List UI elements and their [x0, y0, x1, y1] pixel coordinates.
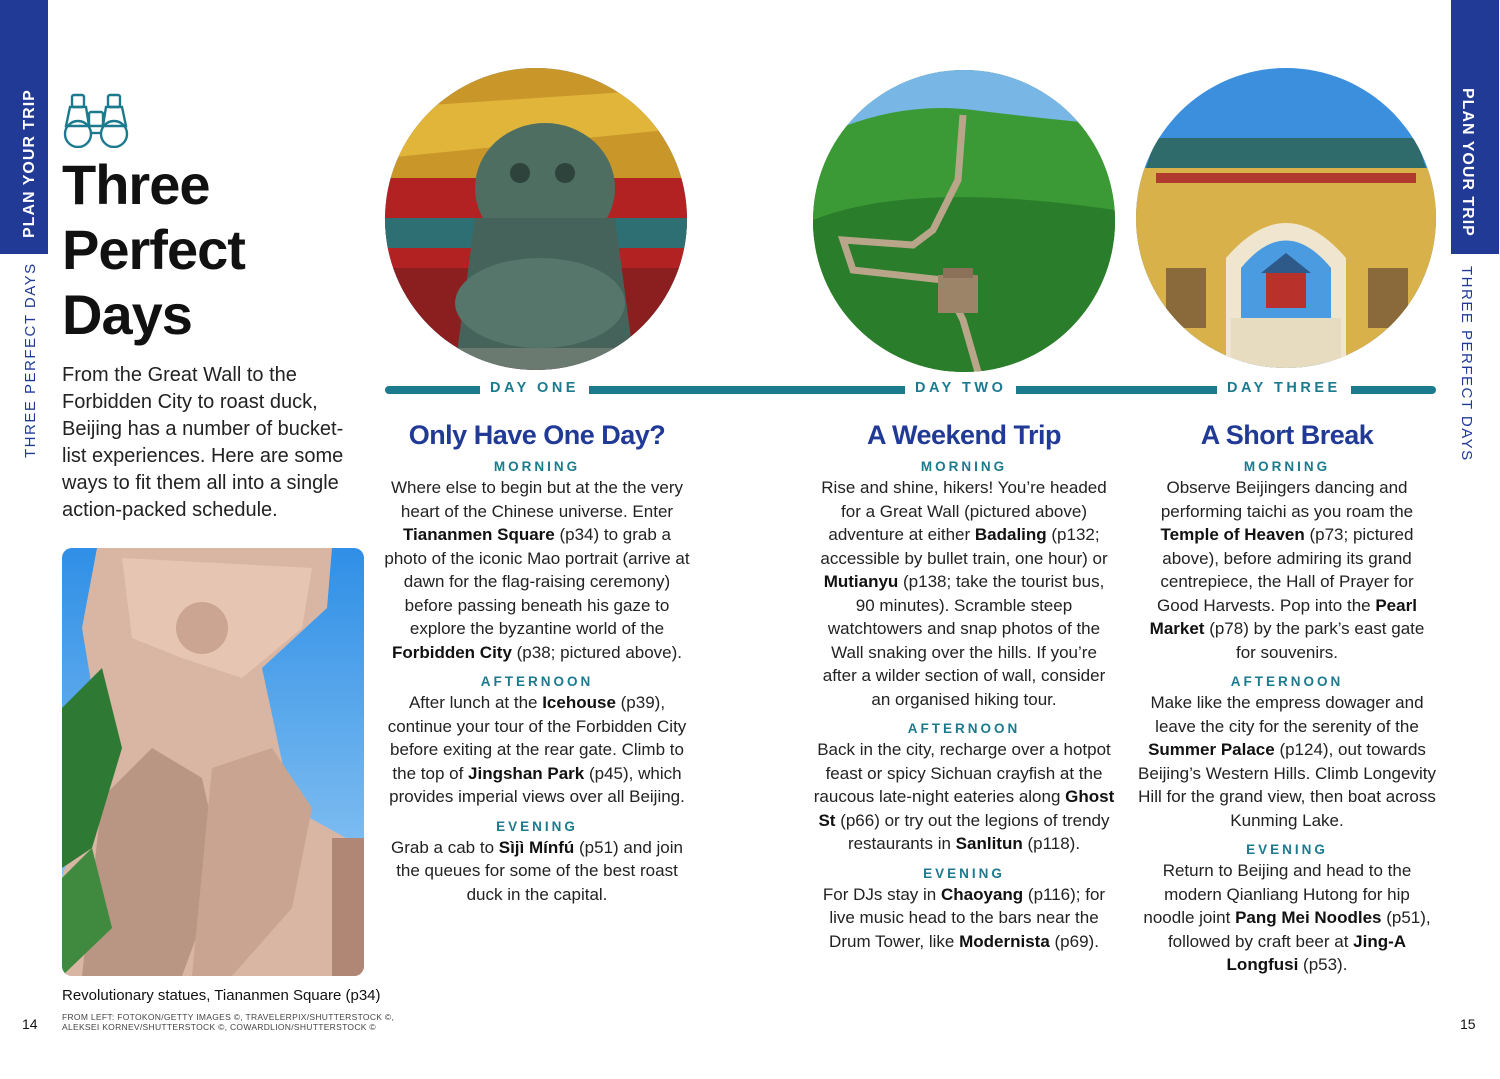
day-two-morning-heading: MORNING — [920, 459, 1008, 474]
statue-photo — [62, 548, 364, 976]
page-number-right: 15 — [1460, 1016, 1476, 1032]
day-one-morning-heading: MORNING — [493, 459, 581, 474]
place-name: Jingshan Park — [468, 763, 585, 783]
place-name: Icehouse — [542, 693, 616, 712]
day-two-column — [812, 420, 1116, 963]
forbidden-city-lion-photo — [385, 68, 687, 370]
place-name: Chaoyang — [941, 884, 1024, 904]
great-wall-photo — [813, 70, 1115, 372]
place-name: Modernista — [959, 931, 1050, 951]
day-one-title: Only Have One Day? — [408, 420, 666, 450]
place-name: Tiananmen Square — [402, 525, 555, 544]
page-number-left: 14 — [22, 1016, 38, 1032]
day-three-label: DAY THREE — [1217, 380, 1351, 396]
place-name: Temple of Heaven — [1160, 525, 1305, 544]
day-two-evening-heading: EVENING — [923, 865, 1005, 881]
day-two-afternoon-heading: AFTERNOON — [907, 721, 1021, 736]
temple-of-heaven-photo — [1136, 68, 1436, 368]
place-name: Sìjì Mínfú — [498, 837, 575, 857]
place-name: Ghost St — [818, 787, 1115, 830]
day-one-column — [384, 420, 690, 916]
place-name: Badaling — [974, 525, 1047, 544]
day-three-title: A Short Break — [1200, 420, 1374, 450]
day-three-morning-heading: MORNING — [1243, 459, 1331, 474]
day-two-evening-text: For DJs stay in Chaoyang (p116); for live music head to the bars near the Drum Tower, like Modernista (p69). — [822, 884, 1106, 951]
intro-text: From the Great Wall to the Forbidden City to roast duck, Beijing has a number of bucket-list experiences. Here are some ways to fit them all into a single action-packed schedule. — [62, 364, 344, 521]
day-three-morning-text: Observe Beijingers dancing and performing taichi as you roam the Temple of Heaven (p73; pictured above), before admiring its grand centrepiece, the Hall of Prayer for Good Harvests. Pop into the Pearl Market (p78) by the park’s east gate for souvenirs. — [1149, 478, 1425, 662]
place-name: Jing-A Longfusi — [1226, 931, 1407, 974]
tab-label-left: PLAN YOUR TRIP — [21, 89, 38, 238]
day-two-afternoon-text: Back in the city, recharge over a hotpot feast or spicy Sichuan crayfish at the raucous late-night eateries along Ghost St (p66) or try out the legions of trendy restaurants in Sanlitun (p118). — [813, 740, 1115, 853]
photo-caption: Revolutionary statues, Tiananmen Square (p34) — [62, 987, 381, 1004]
day-three-afternoon-heading: AFTERNOON — [1230, 674, 1344, 689]
day-three-afternoon-text: Make like the empress dowager and leave the city for the serenity of the Summer Palace (p124), out towards Beijing’s Western Hills. Climb Longevity Hill for the grand view, then boat across Kunming Lake. — [1138, 693, 1436, 830]
place-name: Summer Palace — [1148, 740, 1275, 759]
day-one-evening-heading: EVENING — [496, 818, 578, 834]
day-three-evening-heading: EVENING — [1246, 842, 1328, 857]
place-name: Pang Mei Noodles — [1235, 908, 1382, 927]
day-two-label: DAY TWO — [905, 380, 1016, 396]
day-one-label: DAY ONE — [480, 380, 589, 396]
title-line-2: Perfect — [62, 218, 245, 281]
place-name: Pearl Market — [1149, 595, 1417, 638]
photo-credits: FROM LEFT: FOTOKON/GETTY IMAGES ©, TRAVELERPIX/SHUTTERSTOCK ©, ALEKSEI KORNEV/SHUTTERSTOCK ©, COWARDLION/SHUTTERSTOCK © — [62, 1012, 395, 1032]
title-line-1: Three — [62, 153, 210, 216]
binoculars-icon — [62, 92, 130, 148]
day-two-morning-text: Rise and shine, hikers! You’re headed for a Great Wall (pictured above) adventure at either Badaling (p132; accessible by bullet train, one hour) or Mutianyu (p138; take the tourist bus, 90 minutes). Scramble steep watchtowers and snap photos of the Wall snaking over the hills. If you’re after a wilder section of wall, consider an organised hiking tour. — [820, 478, 1108, 709]
place-name: Mutianyu — [823, 572, 899, 591]
section-label-right: THREE PERFECT DAYS — [1458, 266, 1475, 462]
page-title — [62, 152, 245, 347]
day-two-title: A Weekend Trip — [866, 420, 1062, 450]
place-name: Sanlitun — [955, 834, 1023, 853]
day-three-column — [1138, 420, 1436, 987]
day-one-afternoon-text: After lunch at the Icehouse (p39), continue your tour of the Forbidden City before exiting at the rear gate. Climb to the top of Jingshan Park (p45), which provides imperial views over all Beijing. — [387, 693, 687, 806]
place-name: Forbidden City — [391, 642, 512, 662]
day-one-evening-text: Grab a cab to Sìjì Mínfú (p51) and join the queues for some of the best roast duck in the capital. — [391, 837, 683, 904]
tab-label-right: PLAN YOUR TRIP — [1459, 88, 1476, 237]
day-one-afternoon-heading: AFTERNOON — [480, 674, 594, 689]
day-three-evening-text: Return to Beijing and head to the modern Qianliang Hutong for hip noodle joint Pang Mei Noodles (p51), followed by craft beer at Jing-A Longfusi (p53). — [1143, 861, 1431, 974]
section-label-left: THREE PERFECT DAYS — [22, 262, 39, 458]
title-line-3: Days — [62, 283, 192, 346]
day-one-morning-text: Where else to begin but at the the very heart of the Chinese universe. Enter Tiananmen Square (p34) to grab a photo of the iconic Mao portrait (arrive at dawn for the flag-raising ceremony) before passing beneath his gaze to explore the byzantine world of the Forbidden City (p38; pictured above). — [384, 478, 690, 662]
